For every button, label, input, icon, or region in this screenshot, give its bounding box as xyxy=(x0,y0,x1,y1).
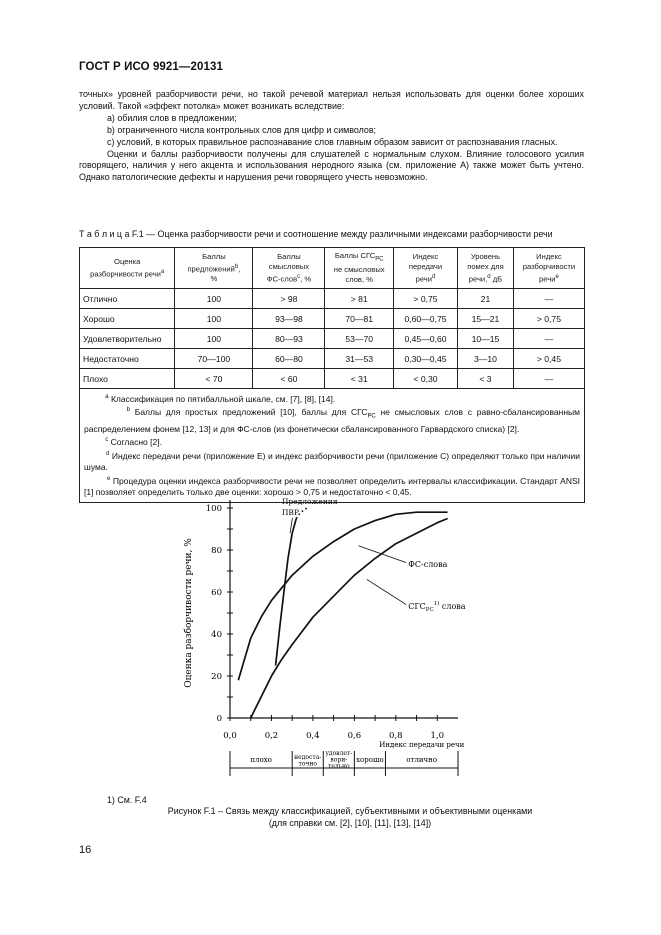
table-row xyxy=(80,349,585,369)
series-label: ПВР xyxy=(281,507,299,517)
table-cell: 60—80 xyxy=(253,349,325,369)
y-tick-label: 20 xyxy=(211,672,222,682)
x-tick-label: 0,4 xyxy=(306,731,320,741)
column-header: Баллы смысловых ФС-слов$^c$, % xyxy=(253,248,325,289)
table-note: $^b$ Баллы для простых предложений [10], баллы для $СГС_{РС}$ не смысловых слов с равно-сбалансированным распределением фонем [12, 13] и для ФС-слов (из фонетически сбалансированного Гарвардского списка) [2]. xyxy=(84,407,580,434)
table-cell: Недостаточно xyxy=(80,349,175,369)
table-cell: > 81 xyxy=(325,289,394,309)
table-cell: 100 xyxy=(175,309,253,329)
table-cell: < 60 xyxy=(253,369,325,389)
x-axis-title: Индекс передачи речи xyxy=(379,741,465,749)
table-cell: 21 xyxy=(458,289,514,309)
table-cell: 0,30—0,45 xyxy=(393,349,457,369)
table-cell: 100 xyxy=(175,289,253,309)
column-header: Баллы $СГС_{РС}$ не смысловых слов, % xyxy=(325,248,394,289)
y-tick-label: 0 xyxy=(216,714,222,724)
y-tick-label: 100 xyxy=(205,504,222,514)
table-cell: > 0,45 xyxy=(513,349,584,369)
table-note: $^a$ Классификация по пятибалльной шкале, см. [7], [8], [14]. xyxy=(105,393,336,404)
x-tick-label: 1,0 xyxy=(430,731,445,741)
table-cell: 0,60—0,75 xyxy=(393,309,457,329)
chart-axes xyxy=(183,500,465,749)
table-cell: 10—15 xyxy=(458,329,514,349)
column-header: Уровень помех для речи,$^d$ дБ xyxy=(458,248,514,289)
table-cell: — xyxy=(513,329,584,349)
table-cell: > 0,75 xyxy=(513,309,584,329)
class-label: плохо xyxy=(250,756,272,764)
intelligibility-chart xyxy=(180,490,540,786)
table-cell: Хорошо xyxy=(80,309,175,329)
paragraph: точных» уровней разборчивости речи, но такой речевой материал нельзя использовать для оценки более хороших условий. Такой «эффект потолка» может возникать вследствие: xyxy=(79,89,584,111)
table-cell: Удовлетворительно xyxy=(80,329,175,349)
x-tick-label: 0,0 xyxy=(223,731,237,741)
leader-line xyxy=(367,579,406,604)
figure-caption xyxy=(130,806,570,830)
figure-caption-line: (для справки см. [2], [10], [11], [13], [14]) xyxy=(268,817,432,828)
class-label: отлично xyxy=(406,756,438,764)
table-cell: 93—98 xyxy=(253,309,325,329)
table-row xyxy=(80,309,585,329)
table-cell: 70—100 xyxy=(175,349,253,369)
table-cell: 80—93 xyxy=(253,329,325,349)
table-note: $^d$ Индекс передачи речи (приложение Е) и индекс разборчивости речи (приложение С) определяют только при наличии шума. xyxy=(84,450,580,472)
x-tick-label: 0,2 xyxy=(264,731,279,741)
table-row xyxy=(80,289,585,309)
classification-table xyxy=(79,247,585,503)
table-cell: 53—70 xyxy=(325,329,394,349)
chart-labels xyxy=(282,497,466,613)
column-header: Индекс разборчивости речи$^e$ xyxy=(513,248,584,289)
table-note: $^e$ Процедура оценки индекса разборчивости речи не позволяет определить интервалы классификации. Стандарт ANSI [1] позволяет определить только две оценки: хорошо > 0,75 и недостаточно < 0,45. xyxy=(84,475,580,497)
list-item: b) ограниченного числа контрольных слов для цифр и символов; xyxy=(107,124,377,135)
table-caption: Т а б л и ц а F.1 — Оценка разборчивости речи и соотношение между различными индексами разборчивости речи xyxy=(79,229,553,239)
table-cell: Отлично xyxy=(80,289,175,309)
column-header: Индекс передачи речи$^d$ xyxy=(393,248,457,289)
table-notes-row xyxy=(80,389,585,503)
paragraph: Оценки и баллы разборчивости получены для слушателей с нормальным слухом. Влияние голосового усилия говорящего, наличия у него акцента и использования неродного языка (см. приложение А) также может быть учтено. Однако патологические дефекты и нарушения речи говорящего учесть невозможно. xyxy=(79,148,584,183)
table-cell: — xyxy=(513,369,584,389)
class-label: тельно xyxy=(328,763,350,770)
table-cell: 3—10 xyxy=(458,349,514,369)
series-label: Предложения xyxy=(281,496,338,506)
table-cell: 0,45—0,60 xyxy=(393,329,457,349)
page-number: 16 xyxy=(79,844,92,856)
table-cell: < 0,30 xyxy=(393,369,457,389)
table-cell: — xyxy=(513,289,584,309)
column-header: Оценка разборчивости речи$^a$ xyxy=(80,248,175,289)
figure-caption-line: Рисунок F.1 – Связь между классификацией, субъективными и объективными оценками xyxy=(167,806,533,816)
class-label: удовлет- xyxy=(325,750,353,757)
table-cell: > 98 xyxy=(253,289,325,309)
table-row xyxy=(80,369,585,389)
y-tick-label: 60 xyxy=(211,588,222,598)
table-header-row xyxy=(80,248,585,289)
y-tick-label: 80 xyxy=(211,546,222,556)
series-line xyxy=(238,512,447,680)
series-label: ФС-слова xyxy=(408,559,448,569)
table-note: $^c$ Согласно [2]. xyxy=(105,436,162,447)
table-cell: 100 xyxy=(175,329,253,349)
list-item: а) обилия слов в предложении; xyxy=(107,112,237,123)
class-label: точно xyxy=(298,760,317,768)
table-cell: 31—53 xyxy=(325,349,394,369)
list-item: с) условий, в которых правильное распознавание слов главным образом зависит от распознавания гласных. xyxy=(107,136,558,147)
table-cell: 70—81 xyxy=(325,309,394,329)
y-axis-title: Оценка разборчивости речи, % xyxy=(184,538,194,688)
chart-curves xyxy=(238,508,447,718)
class-label: недоста- xyxy=(294,754,322,761)
table-cell: 15—21 xyxy=(458,309,514,329)
y-tick-label: 40 xyxy=(211,630,222,640)
figure-footnote: 1) См. F.4 xyxy=(107,795,147,805)
table-row xyxy=(80,329,585,349)
document-header: ГОСТ Р ИСО 9921—20131 xyxy=(79,61,224,73)
table-notes xyxy=(80,389,585,503)
table-cell: < 70 xyxy=(175,369,253,389)
series-label: $СГС_{РС}^{1)}$ слова xyxy=(408,600,466,613)
table-cell: > 0,75 xyxy=(393,289,457,309)
body-text xyxy=(79,89,584,184)
table-cell: < 31 xyxy=(325,369,394,389)
x-tick-label: 0,6 xyxy=(347,731,362,741)
table-cell: Плохо xyxy=(80,369,175,389)
class-label: вори- xyxy=(330,756,348,764)
leader-line xyxy=(359,546,407,563)
class-label: хорошо xyxy=(356,756,384,764)
classification-bar xyxy=(230,750,458,776)
column-header: Баллы предложений$^b$, % xyxy=(175,248,253,289)
table-cell: < 3 xyxy=(458,369,514,389)
x-tick-label: 0,8 xyxy=(389,731,403,741)
